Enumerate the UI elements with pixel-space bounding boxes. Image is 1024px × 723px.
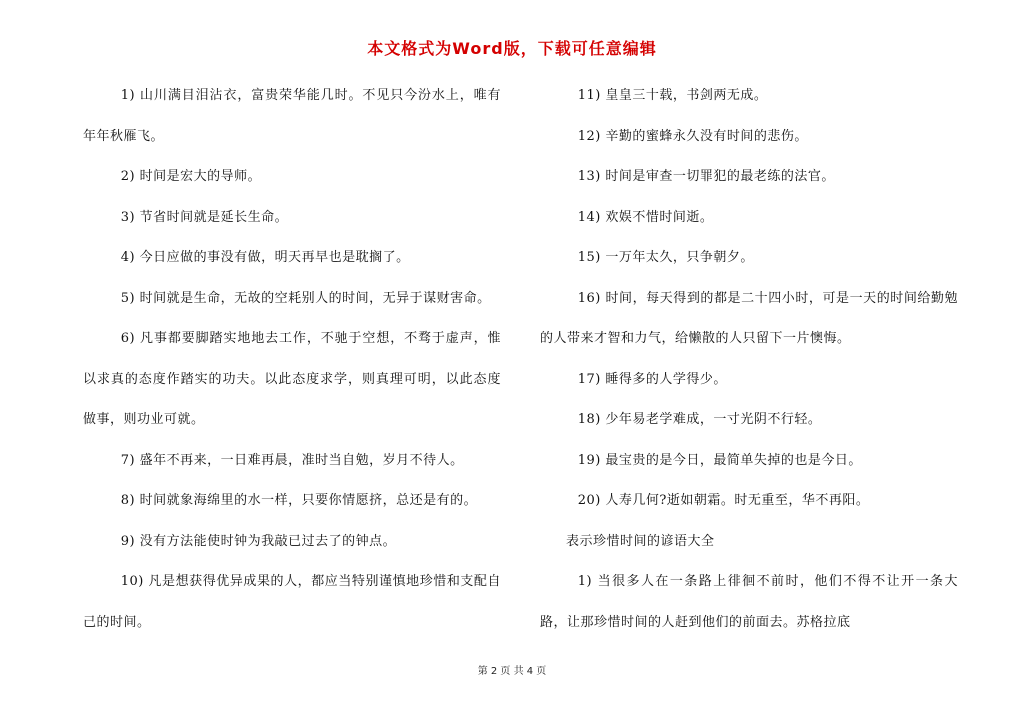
quote-4: 4) 今日应做的事没有做，明天再早也是耽搁了。 — [120, 250, 410, 265]
quote-8: 8) 时间就象海绵里的水一样，只要你情愿挤，总还是有的。 — [120, 493, 478, 508]
quote-3: 3) 节省时间就是延长生命。 — [120, 209, 289, 225]
quote-2: 2) 时间是宏大的导师。 — [120, 169, 262, 184]
left-column — [83, 76, 501, 636]
right-column — [540, 76, 958, 636]
quote-1: 1) 山川满目泪沾衣，富贵荣华能几时。不见只今汾水上，唯有年年秋雁飞。 — [83, 88, 501, 144]
quote-19: 19) 最宝贵的是今日，最简单失掉的也是今日。 — [577, 452, 862, 468]
quote-6: 6) 凡事都要脚踏实地地去工作，不驰于空想，不骛于虚声，惟以求真的态度作踏实的功夫。以此态度求学，则真理可明，以此态度做事，则功业可就。 — [83, 331, 501, 427]
quote-12: 12) 辛勤的蜜蜂永久没有时间的悲伤。 — [577, 128, 808, 144]
quote-20: 20) 人寿几何?逝如朝霜。时无重至，华不再阳。 — [577, 493, 870, 508]
quote-13: 13) 时间是审查一切罪犯的最老练的法官。 — [577, 169, 835, 184]
quote-9: 9) 没有方法能使时钟为我敲已过去了的钟点。 — [120, 533, 397, 549]
quote-17: 17) 睡得多的人学得少。 — [577, 371, 727, 387]
quote-10: 10) 凡是想获得优异成果的人，都应当特别谨慎地珍惜和支配自己的时间。 — [83, 574, 501, 630]
quote-11: 11) 皇皇三十载，书剑两无成。 — [577, 88, 768, 103]
quote-15: 15) 一万年太久，只争朝夕。 — [577, 250, 754, 265]
section-heading: 表示珍惜时间的谚语大全 — [566, 533, 715, 549]
quote-5: 5) 时间就是生命，无故的空耗别人的时间，无异于谋财害命。 — [120, 290, 491, 306]
quote-16: 16) 时间，每天得到的都是二十四小时，可是一天的时间给勤勉的人带来才智和力气，给懒散的人只留下一片懊悔。 — [540, 290, 958, 346]
quote-7: 7) 盛年不再来，一日难再晨，准时当自勉，岁月不待人。 — [120, 452, 464, 468]
proverb-1: 1) 当很多人在一条路上徘徊不前时，他们不得不让开一条大路，让那珍惜时间的人赶到他们的前面去。苏格拉底 — [540, 574, 958, 630]
quote-14: 14) 欢娱不惜时间逝。 — [577, 209, 714, 225]
quote-18: 18) 少年易老学难成，一寸光阴不行轻。 — [577, 412, 822, 427]
editable-banner: 本文格式为Word版，下载可任意编辑 — [367, 39, 657, 58]
page-number-footer: 第 2 页 共 4 页 — [477, 666, 547, 677]
